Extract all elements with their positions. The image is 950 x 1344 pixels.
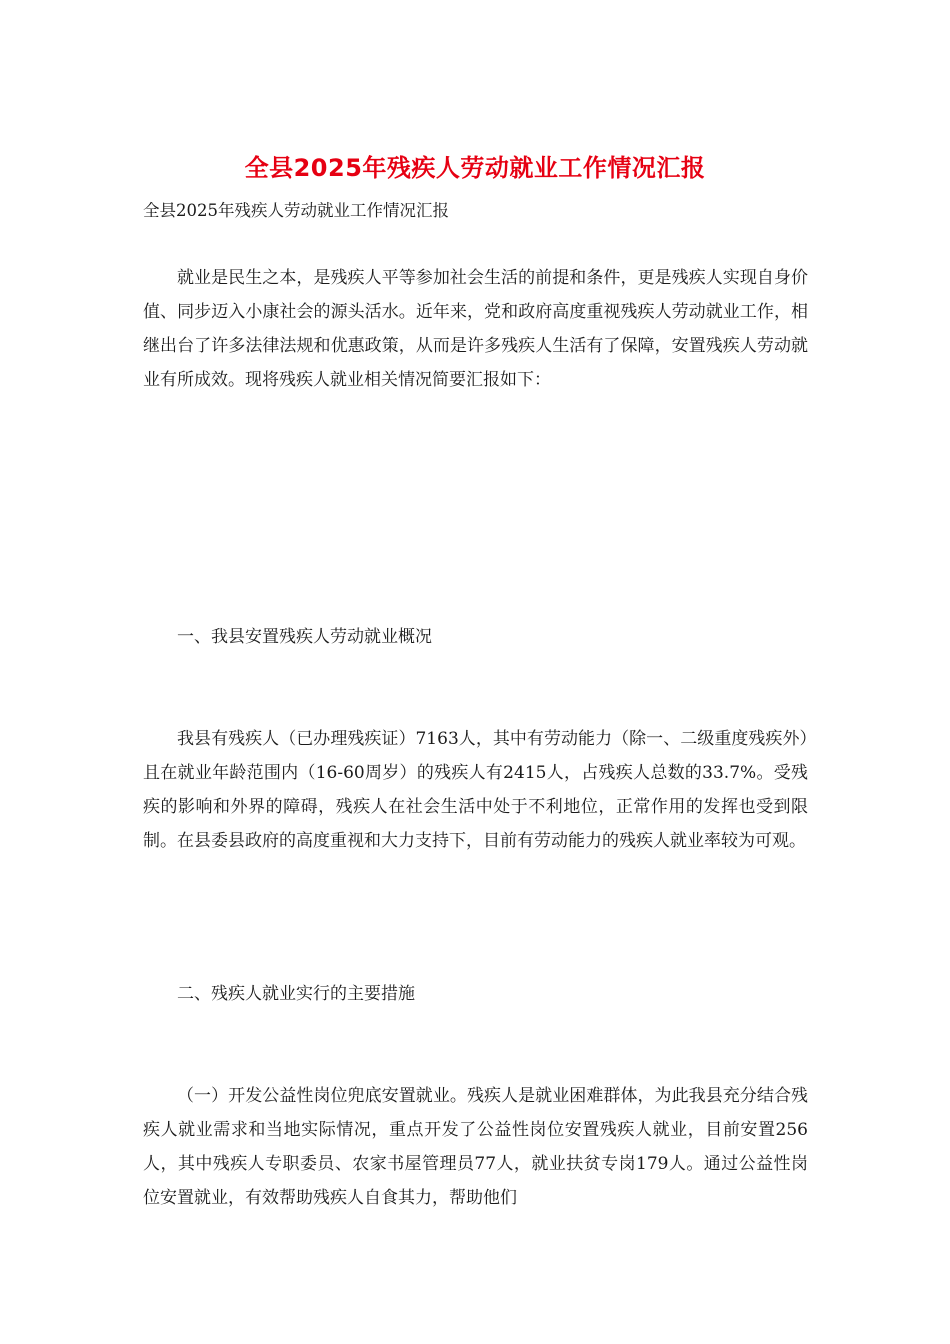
- section-body-measures: （一）开发公益性岗位兜底安置就业。残疾人是就业困难群体，为此我县充分结合残疾人就业需求和当地实际情况，重点开发了公益性岗位安置残疾人就业，目前安置256人，其中残疾人专职委员、农家书屋管理员77人，就业扶贫专岗179人。通过公益性岗位安置就业，有效帮助残疾人自食其力，帮助他们: [143, 1086, 808, 1208]
- section-heading-measures: 二、残疾人就业实行的主要措施: [177, 984, 415, 1004]
- document-subtitle: 全县2025年残疾人劳动就业工作情况汇报: [143, 201, 449, 220]
- intro-paragraph: 就业是民生之本，是残疾人平等参加社会生活的前提和条件，更是残疾人实现自身价值、同步迈入小康社会的源头活水。近年来，党和政府高度重视残疾人劳动就业工作，相继出台了许多法律法规和优惠政策，从而是许多残疾人生活有了保障，安置残疾人劳动就业有所成效。现将残疾人就业相关情况简要汇报如下：: [143, 268, 808, 390]
- section-body-overview: 我县有残疾人（已办理残疾证）7163人，其中有劳动能力（除一、二级重度残疾外）且在就业年龄范围内（16-60周岁）的残疾人有2415人，占残疾人总数的33.7%。受残疾的影响和外界的障碍，残疾人在社会生活中处于不利地位，正常作用的发挥也受到限制。在县委县政府的高度重视和大力支持下，目前有劳动能力的残疾人就业率较为可观。: [143, 729, 808, 851]
- document-title: 全县2025年残疾人劳动就业工作情况汇报: [244, 154, 706, 182]
- section-heading-overview: 一、我县安置残疾人劳动就业概况: [177, 627, 432, 647]
